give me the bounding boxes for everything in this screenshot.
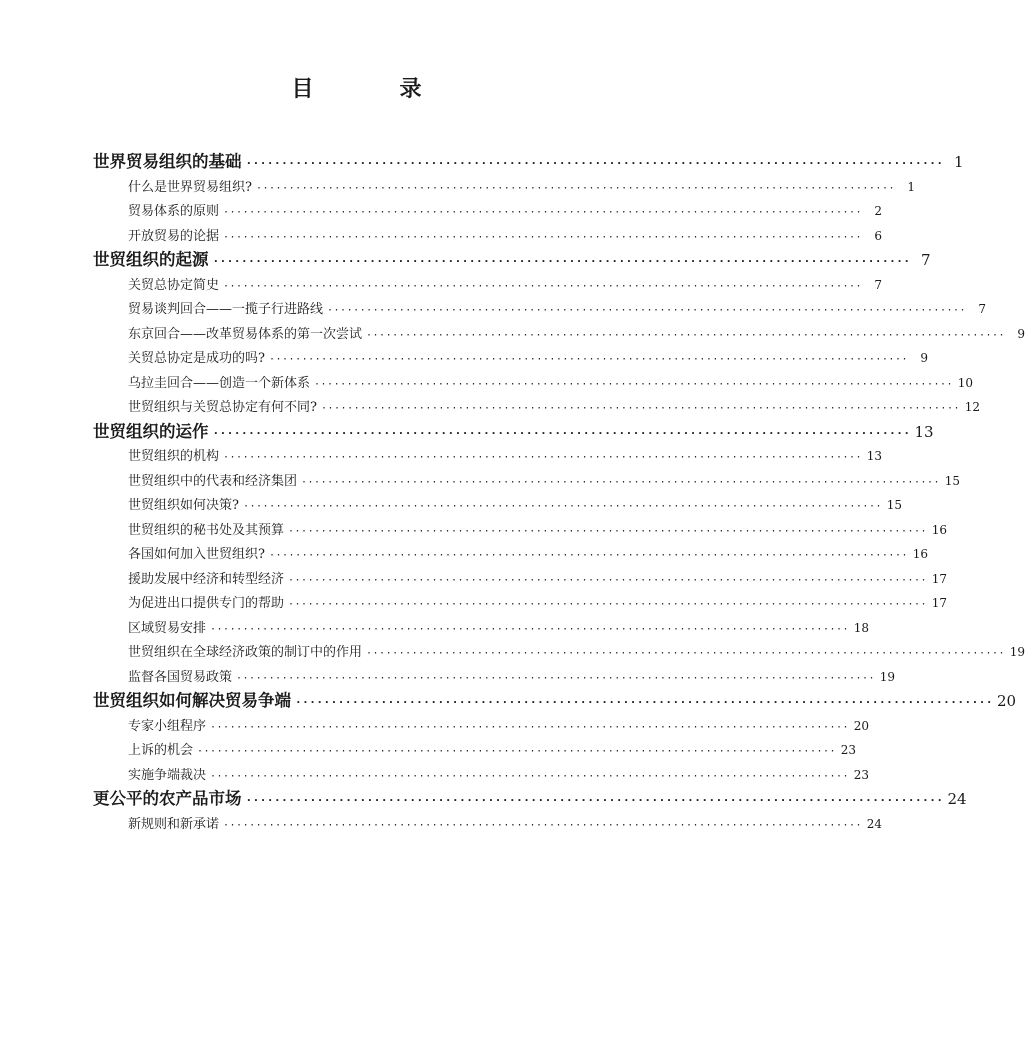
toc-leader-dots: ·································································································· bbox=[223, 452, 863, 463]
toc-section-title: 贸易谈判回合——一揽子行进路线 bbox=[128, 302, 324, 317]
toc-leader-dots: ·································································································· bbox=[366, 648, 1006, 659]
toc-section-title: 乌拉圭回合——创造一个新体系 bbox=[128, 375, 311, 391]
toc-leader-dots: ·································································································· bbox=[295, 696, 994, 709]
toc-chapter-entry[interactable] bbox=[93, 420, 934, 445]
toc-page-number: 20 bbox=[997, 692, 1017, 710]
toc-page-number: 1 bbox=[907, 179, 915, 194]
table-of-contents bbox=[93, 150, 1025, 836]
toc-section-title: 世贸组织在全球经济政策的制订中的作用 bbox=[128, 645, 363, 660]
toc-chapter-entry[interactable] bbox=[93, 150, 964, 175]
toc-leader-dots: ·································································································· bbox=[210, 623, 850, 635]
toc-section-title: 援助发展中经济和转型经济 bbox=[128, 571, 285, 587]
toc-section-entry[interactable] bbox=[93, 763, 870, 788]
toc-leader-dots: ·································································································· bbox=[288, 599, 928, 610]
toc-section-entry[interactable] bbox=[93, 395, 980, 420]
toc-page-number: 9 bbox=[1017, 326, 1025, 341]
toc-leader-dots: ·································································································· bbox=[223, 207, 863, 218]
toc-section-title: 监督各国贸易政策 bbox=[128, 669, 233, 685]
toc-leader-dots: ·································································································· bbox=[268, 550, 908, 561]
toc-section-entry[interactable] bbox=[93, 542, 928, 567]
toc-page-number: 16 bbox=[931, 522, 948, 537]
toc-page-number: 1 bbox=[953, 153, 964, 171]
toc-section-entry[interactable] bbox=[93, 346, 928, 371]
toc-section-entry[interactable] bbox=[93, 665, 896, 690]
toc-leader-dots: ·································································································· bbox=[255, 182, 895, 194]
toc-leader-dots: ·································································································· bbox=[212, 255, 911, 268]
toc-section-title: 为促进出口提供专门的帮助 bbox=[128, 596, 285, 611]
toc-page-number: 2 bbox=[874, 204, 883, 218]
toc-chapter-title: 世贸组织如何解决贸易争端 bbox=[93, 691, 291, 710]
toc-section-entry[interactable] bbox=[93, 175, 915, 200]
toc-section-title: 世贸组织如何决策? bbox=[128, 498, 239, 513]
toc-chapter-title: 世界贸易组织的基础 bbox=[93, 152, 242, 171]
toc-page-number: 23 bbox=[853, 767, 870, 782]
toc-leader-dots: ·································································································· bbox=[301, 476, 941, 488]
toc-leader-dots: ·································································································· bbox=[288, 525, 928, 537]
toc-section-entry[interactable] bbox=[93, 199, 883, 224]
toc-page-number: 10 bbox=[957, 375, 974, 390]
toc-section-entry[interactable] bbox=[93, 493, 902, 518]
toc-section-entry[interactable] bbox=[93, 469, 961, 494]
toc-section-entry[interactable] bbox=[93, 591, 948, 616]
toc-section-entry[interactable] bbox=[93, 444, 883, 469]
toc-leader-dots: ·································································································· bbox=[223, 819, 863, 831]
toc-page-number: 17 bbox=[931, 596, 948, 610]
toc-page-number: 24 bbox=[947, 790, 967, 808]
toc-page-number: 15 bbox=[944, 473, 961, 488]
toc-section-title: 世贸组织的机构 bbox=[128, 449, 220, 464]
toc-section-title: 世贸组织与关贸总协定有何不同? bbox=[128, 400, 317, 415]
toc-section-title: 贸易体系的原则 bbox=[128, 204, 220, 219]
toc-leader-dots: ·································································································· bbox=[236, 672, 876, 684]
toc-chapter-entry[interactable] bbox=[93, 248, 931, 273]
toc-page-number: 19 bbox=[1009, 645, 1025, 659]
toc-page-number: 20 bbox=[853, 718, 870, 733]
toc-section-title: 世贸组织的秘书处及其预算 bbox=[128, 522, 285, 538]
toc-leader-dots: ·································································································· bbox=[366, 329, 1006, 341]
toc-chapter-title: 更公平的农产品市场 bbox=[93, 789, 242, 808]
toc-section-title: 区域贸易安排 bbox=[128, 620, 207, 636]
toc-section-entry[interactable] bbox=[93, 714, 870, 739]
toc-section-entry[interactable] bbox=[93, 738, 857, 763]
toc-page-number: 16 bbox=[912, 547, 928, 561]
toc-leader-dots: ·································································································· bbox=[242, 501, 882, 512]
toc-page-number: 6 bbox=[874, 228, 883, 243]
toc-section-entry[interactable] bbox=[93, 371, 974, 396]
toc-leader-dots: ·································································································· bbox=[268, 354, 908, 365]
toc-section-entry[interactable] bbox=[93, 812, 883, 837]
toc-chapter-title: 世贸组织的运作 bbox=[93, 421, 209, 441]
toc-leader-dots: ·································································································· bbox=[288, 574, 928, 586]
toc-leader-dots: ·································································································· bbox=[245, 794, 944, 807]
toc-page-number: 7 bbox=[874, 277, 883, 292]
toc-leader-dots: ·································································································· bbox=[210, 721, 850, 733]
toc-section-entry[interactable] bbox=[93, 322, 1025, 347]
toc-page-number: 12 bbox=[964, 400, 980, 414]
toc-page-number: 17 bbox=[931, 571, 948, 586]
toc-chapter-entry[interactable] bbox=[93, 787, 967, 812]
toc-section-entry[interactable] bbox=[93, 273, 883, 298]
toc-leader-dots: ·································································································· bbox=[210, 770, 850, 782]
toc-leader-dots: ·································································································· bbox=[197, 746, 837, 757]
toc-page-number: 18 bbox=[853, 620, 870, 635]
toc-section-entry[interactable] bbox=[93, 640, 1025, 665]
toc-section-title: 新规则和新承诺 bbox=[128, 816, 220, 832]
toc-section-title: 各国如何加入世贸组织? bbox=[128, 547, 265, 562]
toc-leader-dots: ·································································································· bbox=[327, 305, 967, 316]
toc-section-title: 专家小组程序 bbox=[128, 718, 207, 734]
toc-section-entry[interactable] bbox=[93, 567, 948, 592]
toc-leader-dots: ·································································································· bbox=[223, 280, 863, 292]
toc-page-number: 7 bbox=[920, 251, 931, 269]
toc-leader-dots: ·································································································· bbox=[245, 157, 944, 170]
toc-section-entry[interactable] bbox=[93, 224, 883, 249]
toc-leader-dots: ·································································································· bbox=[314, 378, 954, 390]
toc-page-number: 15 bbox=[886, 498, 902, 512]
toc-page-number: 23 bbox=[840, 743, 857, 757]
page-title: 目 录 bbox=[291, 77, 454, 102]
toc-section-title: 上诉的机会 bbox=[128, 743, 194, 758]
toc-page-number: 24 bbox=[866, 816, 883, 831]
toc-page-number: 13 bbox=[914, 422, 934, 441]
toc-section-title: 世贸组织中的代表和经济集团 bbox=[128, 473, 298, 489]
toc-chapter-title: 世贸组织的起源 bbox=[93, 250, 209, 269]
toc-section-entry[interactable] bbox=[93, 518, 948, 543]
toc-leader-dots: ·································································································· bbox=[212, 426, 911, 440]
toc-chapter-entry[interactable] bbox=[93, 689, 1017, 714]
toc-page-number: 7 bbox=[978, 302, 987, 316]
toc-section-title: 实施争端裁决 bbox=[128, 767, 207, 783]
toc-page-number: 9 bbox=[920, 351, 928, 365]
toc-leader-dots: ·································································································· bbox=[223, 231, 863, 243]
toc-page-number: 19 bbox=[879, 669, 896, 684]
toc-section-entry[interactable] bbox=[93, 297, 987, 322]
toc-section-title: 什么是世界贸易组织? bbox=[128, 179, 252, 195]
toc-section-entry[interactable] bbox=[93, 616, 870, 641]
toc-page-number: 13 bbox=[866, 449, 883, 463]
toc-leader-dots: ·································································································· bbox=[320, 403, 960, 414]
toc-section-title: 关贸总协定简史 bbox=[128, 277, 220, 293]
toc-section-title: 东京回合——改革贸易体系的第一次尝试 bbox=[128, 326, 363, 342]
toc-section-title: 关贸总协定是成功的吗? bbox=[128, 351, 265, 366]
toc-section-title: 开放贸易的论据 bbox=[128, 228, 220, 244]
